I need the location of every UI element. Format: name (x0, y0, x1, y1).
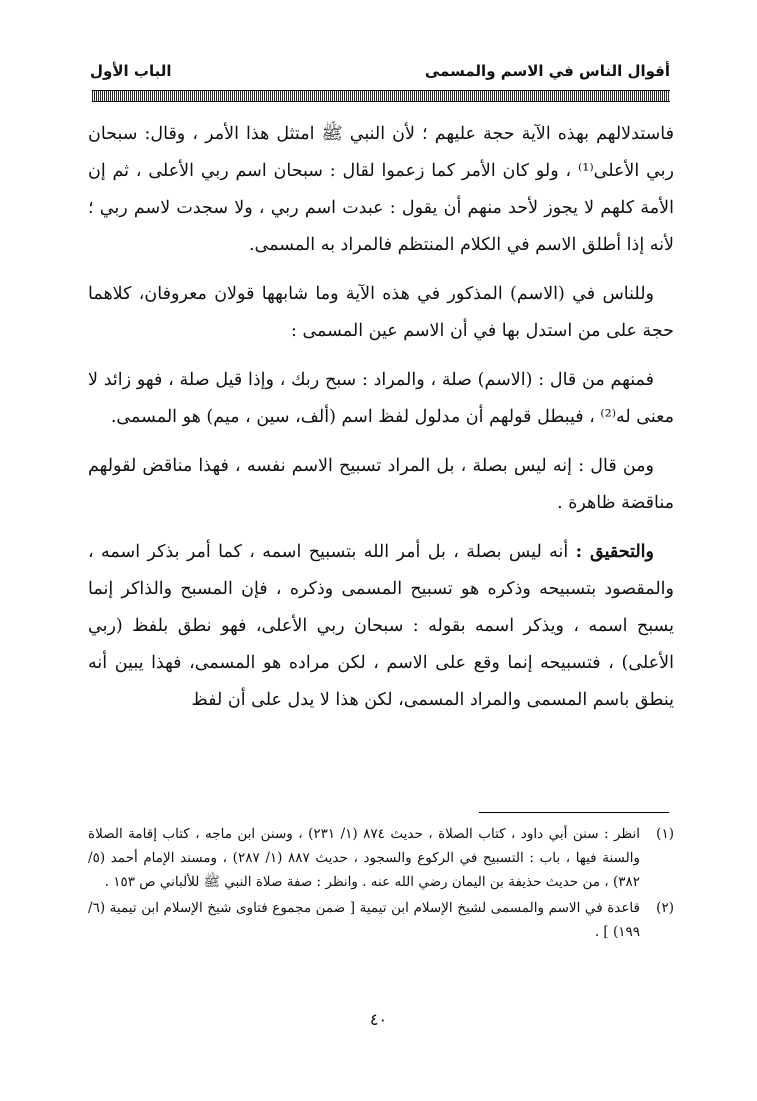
paragraph-5 (88, 534, 674, 719)
chapter-title: أقوال الناس في الاسم والمسمى (424, 62, 670, 80)
footnote-2 (88, 896, 674, 944)
header-rule (92, 90, 670, 102)
footnote-number: (٢) (656, 900, 674, 916)
footnote-number: (١) (656, 826, 674, 842)
footnotes (88, 822, 674, 946)
footnote-text: قاعدة في الاسم والمسمى لشيخ الإسلام ابن تيمية [ ضمن مجموع فتاوى شيخ الإسلام ابن تيمية (٦/ ١٩٩) ] . (88, 900, 640, 940)
page-number: ٤٠ (369, 1010, 388, 1029)
paragraph-text: أنه ليس بصلة ، بل أمر الله بتسبيح اسمه ، كما أمر بذكر اسمه ، والمقصود بتسبيحه وذكره هو تسبيح المسمى وذكره ، فإن المسبح والذاكر إنما يسبح اسمه ، ويذكر اسمه بقوله : سبحان ربي الأعلى، فهو نطق بلفظ (ربي الأعلى) ، فتسبيحه إنما وقع على الاسم ، لكن مراده هو المسمى، فهذا يبين أنه ينطق باسم المسمى والمراد المسمى، لكن هذا لا يدل على أن لفظ (88, 542, 674, 710)
paragraph-1 (88, 116, 674, 264)
body-text (88, 116, 674, 731)
paragraph-text: وللناس في (الاسم) المذكور في هذه الآية وما شابهها قولان معروفان، كلاهما حجة على من استدل بها في أن الاسم عين المسمى : (88, 284, 674, 341)
paragraph-3 (88, 362, 674, 436)
paragraph-lead: والتحقيق : (575, 542, 654, 562)
footnote-1 (88, 822, 674, 894)
footnote-text: انظر : سنن أبي داود ، كتاب الصلاة ، حديث ٨٧٤ (١/ ٢٣١) ، وسنن ابن ماجه ، كتاب إقامة الصلاة والسنة فيها ، باب : التسبيح في الركوع والسجود ، حديث ٨٨٧ (١/ ٢٨٧) ، ومسند الإمام أحمد (٥/ ٣٨٢) ، من حديث حذيفة بن اليمان رضي الله عنه . وانظر : صفة صلاة النبي ﷺ للألباني ص ١٥٣ . (88, 826, 641, 890)
paragraph-2 (88, 276, 674, 350)
paragraph-text: ومن قال : إنه ليس بصلة ، بل المراد تسبيح الاسم نفسه ، فهذا مناقض لقولهم مناقضة ظاهرة . (88, 456, 674, 513)
paragraph-4 (88, 448, 674, 522)
part-title: الباب الأول (90, 62, 172, 80)
footnote-separator (479, 812, 669, 813)
paragraph-text: فاستدلالهم بهذه الآية حجة عليهم ؛ لأن النبي ﷺ امتثل هذا الأمر ، وقال: سبحان ربي الأعلى⁽¹⁾ ، ولو كان الأمر كما زعموا لقال : سبحان اسم ربي الأعلى ، ثم إن الأمة كلهم لا يجوز لأحد منهم أن يقول : عبدت اسم ربي ، ولا سجدت لاسم ربي ؛ لأنه إذا أطلق الاسم في الكلام المنتظم فالمراد به المسمى. (88, 124, 674, 255)
paragraph-text: فمنهم من قال : (الاسم) صلة ، والمراد : سبح ربك ، وإذا قيل صلة ، فهو زائد لا معنى له⁽²⁾ ، فيبطل قولهم أن مدلول لفظ اسم (ألف، سين ، ميم) هو المسمى. (88, 370, 674, 427)
running-header (90, 62, 670, 86)
